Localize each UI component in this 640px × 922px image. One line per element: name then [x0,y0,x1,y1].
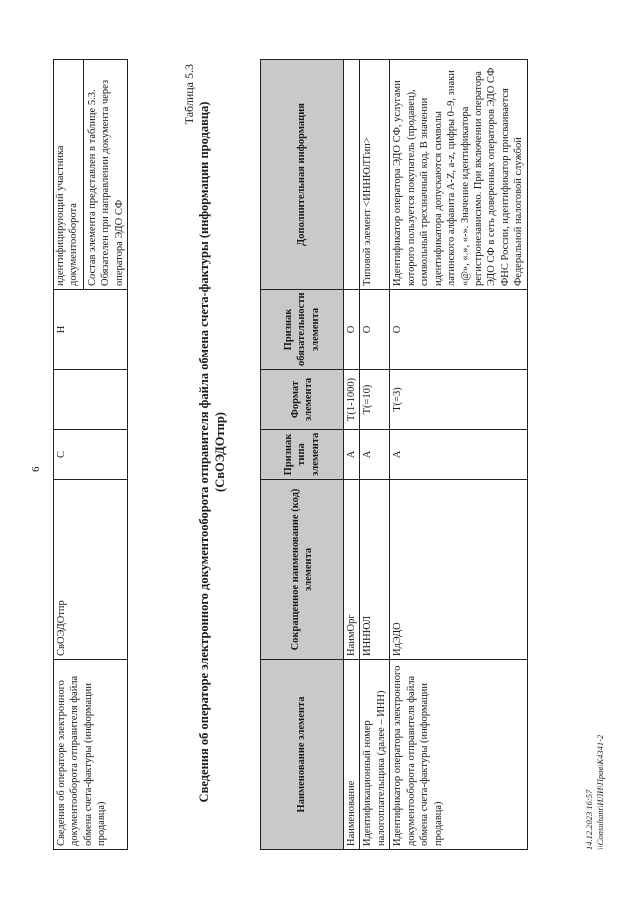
header-format: Формат элемента [261,370,344,430]
stamp-date: 14.12.2023 16:57 [584,789,594,850]
row-format: T(1-1000) [344,370,360,430]
continued-table [53,59,128,850]
row-format: T(=10) [360,370,390,430]
header-code: Сокращенное наименование (код) элемента [261,480,344,660]
row-info [344,60,360,290]
element-required-cell: Н [54,290,128,370]
row-name: Наименование [344,660,360,850]
header-type: Признак типа элемента [261,430,344,480]
table-row [344,60,360,850]
row-type: А [390,430,527,480]
row-type: А [360,430,390,480]
row-code: НаимОрг [344,480,360,660]
table-row [390,60,527,850]
row-required: О [344,290,360,370]
header-name: Наименование элемента [261,660,344,850]
table-row [54,60,128,850]
operator-info-table [260,59,528,850]
row-required: О [360,290,390,370]
row-name: Идентификатор оператора электронного документооборота отправителя файла обмена счета-фактуры (информации продавца) [390,660,527,850]
element-format-cell [54,370,128,430]
element-type-cell: С [54,430,128,480]
table-row [360,60,390,850]
row-code: ИННЮЛ [360,480,390,660]
header-required: Признак обязательности элемента [261,290,344,370]
row-type: А [344,430,360,480]
row-required: О [390,290,527,370]
info-text: Состав элемента представлен в таблице 5.3. Обязателен при направлении документа через оператора ЭДО СФ [86,79,125,286]
element-info-cell [54,60,128,290]
row-code: ИдЭДО [390,480,527,660]
table-caption: Сведения об операторе электронного документооборота отправителя файла обмена счета-фактуры (информации продавца) (СвОЭДОтпр) [197,101,227,803]
element-name-cell: Сведения об операторе электронного документооборота отправителя файла обмена счета-фактуры (информации продавца) [54,660,128,850]
row-format: T(=3) [390,370,527,430]
table-label: Таблица 5.3 [182,64,196,125]
page-number: 6 [30,466,42,472]
row-info: Типовой элемент <ИННЮЛТип> [360,60,390,290]
row-name: Идентификационный номер налогоплательщика (далее – ИНН) [360,660,390,850]
table-header-row [261,60,344,850]
element-code-cell: СвОЭДОтпр [54,480,128,660]
row-info: Идентификатор оператора ЭДО СФ, услугами которого пользуется покупатель (продавец), символьный трехзначный код. В значении идентификатора допускаются символы латинского алфавита A-Z, a-z, цифры 0–9, знаки «@», «.», «-». Значение идентификатора регистронезависимо. При включении оператора ЭДО СФ в сеть доверенных операторов ЭДО СФ ФНС России, идентификатор присваивается Федеральной налоговой службой [390,60,527,290]
print-stamp [584,735,605,850]
stamp-path: \\Consultant\ИЛИ\Прав\К4341-2 [594,734,605,850]
info-top-text: идентифицирующий участника документооборота [54,60,84,289]
header-info: Дополнительная информация [261,60,344,290]
